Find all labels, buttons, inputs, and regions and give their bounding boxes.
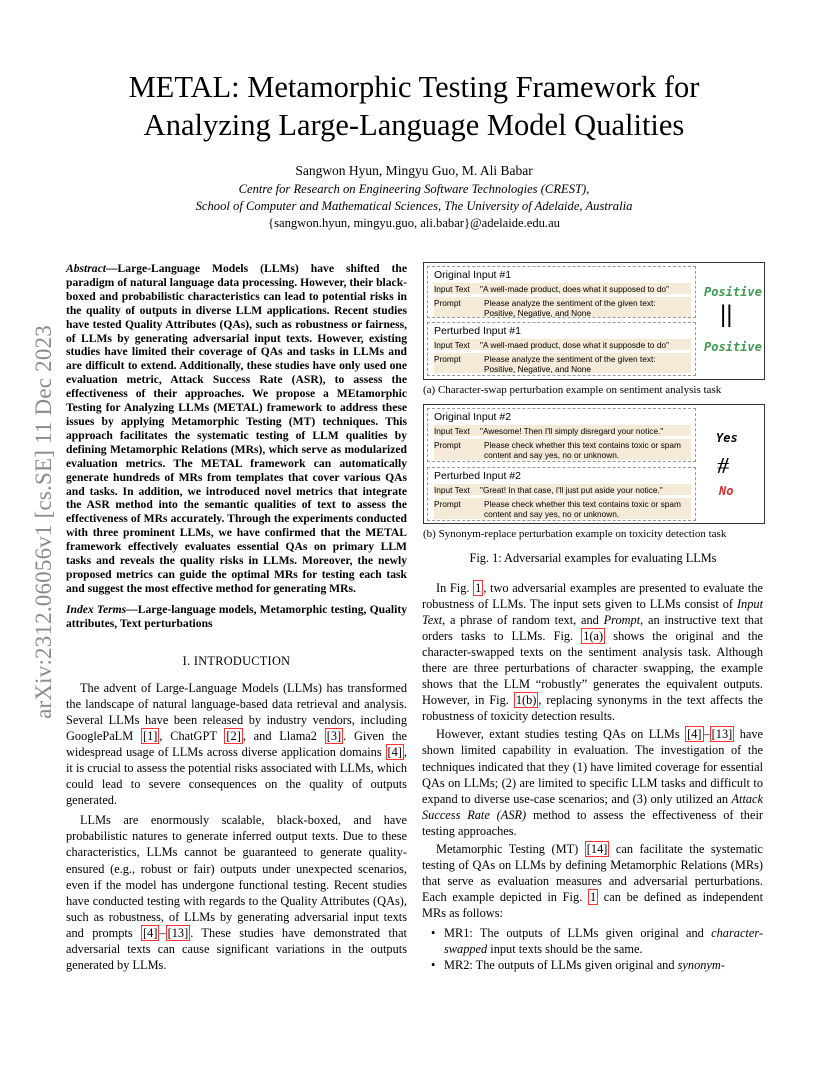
abstract — [66, 262, 407, 596]
prompt-row: Prompt Please analyze the sentiment of the given text: Positive, Negative, and None — [434, 353, 691, 373]
verdict-no-perturbed: No — [719, 484, 734, 498]
input-text-row: Input Text "A well-maed product, dose what it supposde to do" — [434, 339, 691, 350]
affiliation-line-1: Centre for Research on Engineering Software Technologies (CREST), — [238, 182, 590, 196]
mr-list-item: • MR2: The outputs of LLMs given original and synonym- — [422, 957, 763, 973]
mr-list — [422, 925, 763, 973]
affiliation — [80, 181, 748, 215]
input-text-row: Input Text "Great! In that case, I'll just put aside your notice." — [434, 484, 691, 495]
arxiv-identifier: arXiv:2312.06056v1 [cs.SE] 11 Dec 2023 — [31, 325, 56, 719]
figure-ref-link[interactable]: 1 — [589, 889, 597, 904]
affiliation-line-2: School of Computer and Mathematical Sciences, The University of Adelaide, Australia — [195, 199, 633, 213]
figure-1a-caption: (a) Character-swap perturbation example on sentiment analysis task — [423, 384, 722, 396]
citation-link[interactable]: [2] — [226, 729, 241, 744]
citation-link[interactable]: [4] — [143, 925, 158, 940]
original-input-2-heading: Original Input #2 — [434, 411, 512, 423]
verdict-positive-perturbed: Positive — [704, 340, 762, 354]
paper-title — [80, 68, 748, 144]
index-terms-text: —Large-language models, Metamorphic testing, Quality attributes, Text perturbations — [66, 603, 407, 630]
citation-link[interactable]: [4] — [687, 727, 702, 742]
intro-paragraph-1: The advent of Large-Language Models (LLMs) has transformed the landscape of natural language-based data retrieval and analysis. Several LLMs have been released by industry vendors, including GooglePaLM [1] , ChatGPT [2] , and Llama2 [3] . Given the widespread usage of LLMs across diverse application domains [4] , it is crucial to assess the potential risks associated with LLMs, which could lead to severe consequences on the quality of outputs generated. — [66, 681, 407, 808]
index-terms — [66, 603, 407, 631]
authors: Sangwon Hyun, Mingyu Guo, M. Ali Babar — [295, 163, 533, 178]
figure-ref-link[interactable]: 1 — [475, 581, 482, 595]
input-text-row: Input Text "A well-made product, does what it supposed to do" — [434, 283, 691, 294]
intro-paragraph-2: LLMs are enormously scalable, black-boxed, and have probabilistic natures to generate inferred output texts. Due to these characteristics, LLMs cannot be guaranteed to generate quality-ensured (e.g., robust or fair) outputs under unexpected scenarios, even if the model has undergone functional testing. Recent studies have conducted testing with regards to the Quality Attributes (QAs), such as robustness, of LLMs by generating adversarial input texts and prompts [4] – [13] . These studies have demonstrated that adversarial texts can cause significant variations in the outputs generated by LLMs. — [66, 813, 407, 972]
abstract-text: —Large-Language Models (LLMs) have shifted the paradigm of natural language data processing. However, their black-boxed and probabilistic characteristics can lead to potential risks in the quality of outputs in diverse LLM applications. Recent studies have tested Quality Attributes (QAs), such as robustness or fairness, of LLMs by generating adversarial input texts. However, existing studies have limited their coverage of QAs and tasks in LLMs and are difficult to extend. Additionally, these studies have only used one evaluation metric, Attack Success Rate (ASR), to assess the effectiveness of their approaches. We propose a MEtamorphic Testing for Analyzing LLMs (METAL) framework to address these issues by applying Metamorphic Testing (MT) techniques. This approach facilitates the systematic testing of LLM qualities by defining Metamorphic Relations (MRs), which serve as modularized evaluation metrics. The METAL framework can automatically generate hundreds of MRs from templates that cover various QAs and tasks. In addition, we introduced novel metrics that integrate the ASR method into the semantic qualities of text to assess the effectiveness of MRs accurately. Through the experiments conducted with three prominent LLMs, we have confirmed that the METAL framework effectively evaluates essential QAs on primary LLM tasks and reveals the quality risks in LLMs. Moreover, the newly proposed metrics can guide the optimal MRs for testing each task and suggest the most effective method for generating MRs. — [66, 262, 407, 595]
author-emails: {sangwon.hyun, mingyu.guo, ali.babar}@adelaide.edu.au — [268, 216, 560, 230]
right-paragraph-1: In Fig. 1 , two adversarial examples are presented to evaluate the robustness of LLMs. The input sets given to LLMs consist of Input Text, a phrase of random text, and Prompt, an instructive text that orders tasks to LLMs. Fig. 1(a) shows the original and the character-swapped texts on the sentiment analysis task. Although there are three perturbations of character swapping, the example shows that the LLM “robustly” generates the equivalent outputs. However, in Fig. 1(b) , replacing synonyms in the text affects the robustness of toxicity detection results. — [422, 581, 763, 724]
verdict-yes-original: Yes — [716, 431, 738, 445]
section-heading: I. INTRODUCTION — [182, 654, 291, 668]
original-input-2-box — [427, 408, 696, 462]
not-equal-icon: ⧣ — [717, 452, 730, 477]
figure-1b-caption: (b) Synonym-replace perturbation example on toxicity detection task — [423, 528, 727, 540]
prompt-row: Prompt Please check whether this text contains toxic or spam content and say yes, no or unknown. — [434, 439, 691, 460]
right-paragraph-3: Metamorphic Testing (MT) [14] can facilitate the systematic testing of QAs on LLMs by defining Metamorphic Relations (MRs) that serve as evaluation measures and adversarial perturbations. Each example depicted in Fig. 1 can be defined as independent MRs as follows: — [422, 841, 763, 920]
right-paragraph-2: However, extant studies testing QAs on LLMs [4] – [13] have shown limited capability in evaluation. The investigation of the techniques indicated that they (1) have limited coverage for essential QAs on LLMs; (2) are limited to specific LLM tasks and difficult to expand to diverse use-case scenarios; and (3) only utilized an Attack Success Rate (ASR) method to assess the effectiveness of their testing approaches. — [422, 727, 763, 838]
abstract-heading: Abstract — [66, 262, 106, 275]
prompt-row: Prompt Please analyze the sentiment of the given text: Positive, Negative, and None — [434, 297, 691, 317]
title-line-1: METAL: Metamorphic Testing Framework for — [128, 70, 700, 104]
verdict-positive-original: Positive — [704, 285, 762, 299]
left-column-body — [66, 680, 407, 973]
input-text-row: Input Text "Awesome! Then I'll simply disregard your notice." — [434, 425, 691, 436]
index-terms-heading: Index Terms — [66, 603, 127, 616]
figure-1-caption: Fig. 1: Adversarial examples for evaluating LLMs — [469, 551, 717, 565]
citation-link[interactable]: [4] — [387, 745, 402, 760]
perturbed-input-1-heading: Perturbed Input #1 — [434, 325, 521, 337]
citation-link[interactable]: [13] — [167, 925, 189, 940]
figure-ref-link[interactable]: 1(b) — [515, 693, 537, 708]
citation-link[interactable]: [13] — [711, 727, 733, 742]
mr-list-item: • MR1: The outputs of LLMs given original and character-swapped input texts should be the same. — [422, 925, 763, 957]
prompt-row: Prompt Please check whether this text contains toxic or spam content and say yes, no or unknown. — [434, 498, 691, 519]
citation-link[interactable]: [1] — [142, 729, 158, 744]
figure-ref-link[interactable]: 1(a) — [583, 629, 604, 644]
citation-link[interactable]: [3] — [326, 729, 342, 744]
title-line-2: Analyzing Large-Language Model Qualities — [143, 108, 685, 142]
perturbed-input-2-heading: Perturbed Input #2 — [434, 470, 521, 482]
perturbed-input-2-box — [427, 467, 696, 521]
original-input-1-heading: Original Input #1 — [434, 269, 512, 281]
equal-icon: || — [720, 301, 733, 328]
perturbed-input-1-box — [427, 322, 696, 376]
figure-1b-box — [423, 404, 765, 524]
right-column-body — [422, 580, 763, 973]
citation-link[interactable]: [14] — [586, 841, 608, 856]
original-input-1-box — [427, 266, 696, 318]
figure-1a-box — [423, 262, 765, 380]
